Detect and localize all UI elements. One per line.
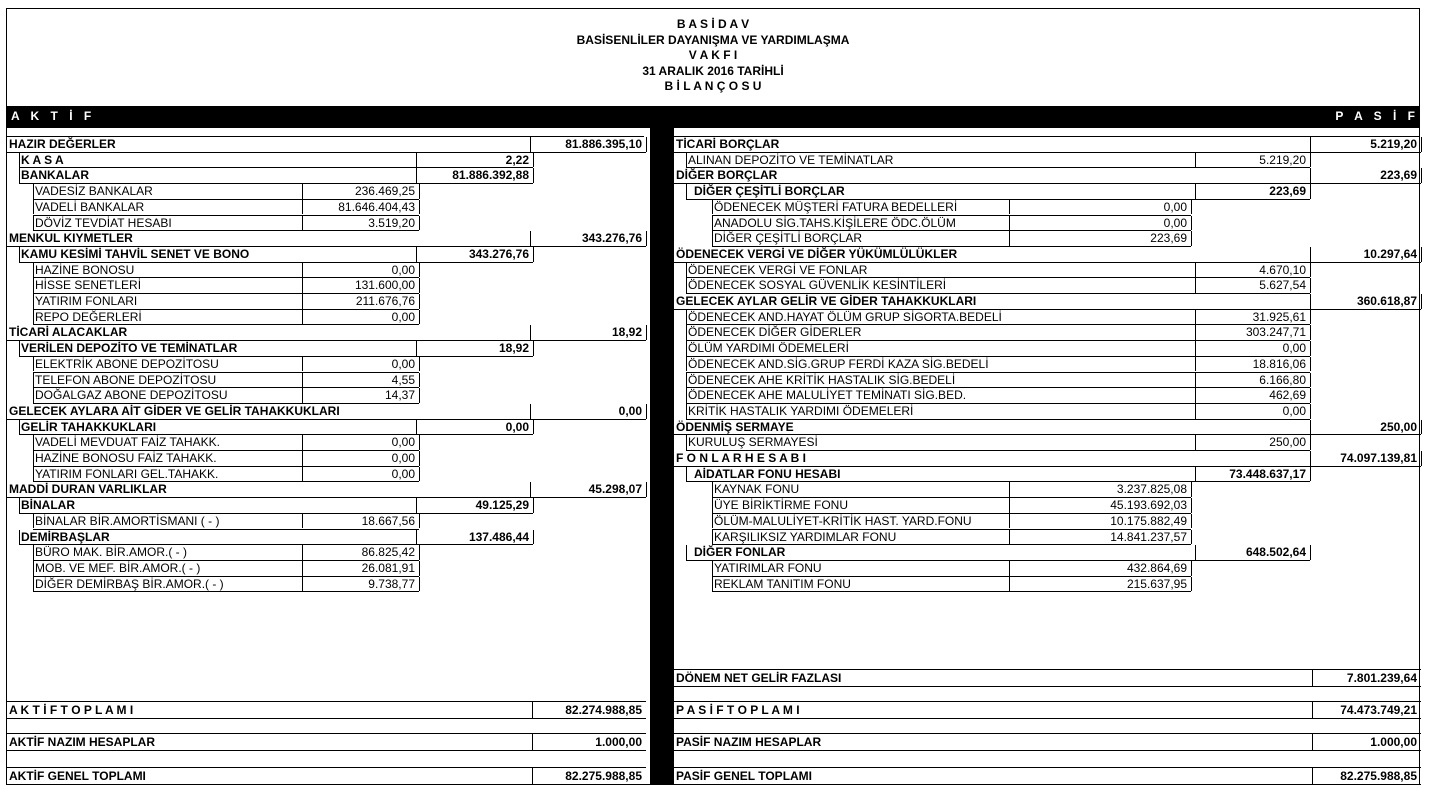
aktif-row-value: 26.081,91: [361, 560, 415, 575]
aktif.toplam-label: A K T İ F T O P L A M I: [9, 703, 134, 717]
aktif-row-label: DİĞER DEMİRBAŞ BİR.AMOR.( - ): [35, 576, 224, 591]
aktif-row-value: 81.646.404,43: [338, 199, 415, 214]
pasif-row-label: YATIRIMLAR FONU: [714, 560, 822, 575]
aktif-row-label: YATIRIM FONLARI GEL.TAHAKK.: [35, 466, 219, 481]
pasif-row-value: 4.670,10: [1259, 262, 1306, 277]
aktif-row-label: GELİR TAHAKKUKLARI: [21, 419, 157, 434]
aktif-row-value: 211.676,76: [355, 294, 415, 308]
aktif-row-value: 14,37: [384, 388, 415, 403]
pasif-row-value: 215.637,95: [1126, 576, 1187, 591]
pasif-row-label: TİCARİ BORÇLAR: [676, 137, 780, 151]
pasif-row-label: ÖDENECEK MÜŞTERİ FATURA BEDELLERİ: [714, 199, 958, 214]
aktif-row-value: 0,00: [618, 403, 642, 418]
pasif.genel-label: PASİF GENEL TOPLAMI: [676, 769, 813, 783]
pasif-row-value: 10.297,64: [1363, 246, 1417, 261]
pasif-row-value: 0,00: [1163, 215, 1187, 230]
aktif-heading: A K T İ F: [11, 109, 96, 123]
aktif-row-value: 81.886.395,10: [565, 137, 642, 151]
aktif.genel-value: 82.275.988,85: [565, 769, 642, 783]
aktif-row-value: 0,00: [391, 435, 415, 450]
pasif-row-value: 5.219,20: [1370, 137, 1417, 151]
pasif-row-value: 0,00: [1163, 199, 1187, 214]
aktif-row-label: BANKALAR: [21, 168, 89, 183]
pasif.net-label: DÖNEM NET GELİR FAZLASI: [676, 671, 842, 685]
aktif.nazim-label: AKTİF NAZIM HESAPLAR: [9, 735, 155, 749]
pasif-row-value: 18.816,06: [1252, 356, 1306, 371]
pasif-row-label: DİĞER ÇEŞİTLİ BORÇLAR: [714, 231, 863, 246]
aktif-row-label: MOB. VE MEF. BİR.AMOR.( - ): [35, 560, 201, 575]
pasif-row-value: 14.841.237,57: [1110, 529, 1187, 544]
pasif-row-value: 74.097.139,81: [1340, 451, 1417, 465]
pasif-row-value: 5.627,54: [1259, 278, 1306, 293]
aktif-row-value: 137.486,44: [468, 529, 529, 544]
pasif-row-label: ANADOLU SİG.TAHS.KİŞİLERE ÖDC.ÖLÜM: [714, 215, 956, 230]
aktif-row-value: 0,00: [391, 466, 415, 481]
aktif-row-value: 18.667,56: [361, 513, 415, 528]
aktif-row-value: 81.886.392,88: [452, 168, 529, 183]
pasif-row-label: DİĞER FONLAR: [694, 545, 786, 560]
aktif-row-label: DEMİRBAŞLAR: [21, 529, 110, 544]
pasif-row-label: KAYNAK FONU: [714, 482, 800, 497]
pasif.net-value: 7.801.239,64: [1346, 671, 1417, 685]
section-band: [7, 106, 1419, 128]
aktif-row-label: ELEKTRİK ABONE DEPOZİTOSU: [35, 356, 219, 371]
pasif-row-value: 73.448.637,17: [1229, 466, 1306, 481]
aktif-row-value: 343.276,76: [468, 246, 529, 261]
org-type: V A K F I: [688, 48, 738, 63]
aktif-row-value: 0,00: [391, 356, 415, 371]
aktif-row-label: DOĞALGAZ ABONE DEPOZİTOSU: [35, 388, 228, 403]
pasif-row-label: KRİTİK HASTALIK YARDIMI ÖDEMELERİ: [688, 403, 914, 418]
document-header: [7, 17, 1419, 95]
pasif-row-value: 462,69: [1269, 388, 1306, 403]
aktif-row-label: BİNALAR BİR.AMORTİSMANI ( - ): [35, 513, 220, 528]
aktif-row-label: TELEFON ABONE DEPOZİTOSU: [35, 372, 217, 387]
aktif-row-value: 86.825,42: [361, 545, 415, 560]
pasif-row-value: 0,00: [1282, 403, 1306, 418]
aktif-row-label: VADELİ BANKALAR: [35, 199, 145, 214]
aktif-row-label: MADDİ DURAN VARLIKLAR: [9, 482, 167, 497]
pasif-row-value: 223,69: [1150, 231, 1187, 246]
aktif-row-value: 18,92: [498, 341, 529, 356]
pasif-heading: P A S İ F: [1335, 109, 1419, 123]
aktif-row-label: BİNALAR: [21, 498, 75, 513]
org-name: BASİSENLİLER DAYANIŞMA VE YARDIMLAŞMA: [576, 32, 850, 47]
aktif.nazim-value: 1.000,00: [595, 735, 642, 749]
aktif-row-value: 3.519,20: [368, 215, 415, 230]
aktif-row-label: HAZİNE BONOSU FAİZ TAHAKK.: [35, 451, 217, 465]
center-divider: [650, 128, 674, 784]
pasif-row-value: 303.247,71: [1245, 325, 1306, 340]
pasif-row-label: ÖDENECEK AHE MALULİYET TEMİNATI SİG.BED.: [688, 388, 967, 403]
aktif-row-value: 2,22: [505, 152, 529, 167]
pasif-row-value: 223,69: [1380, 168, 1417, 183]
pasif-row-label: ÖDENECEK SOSYAL GÜVENLİK KESİNTİLERİ: [688, 278, 947, 293]
aktif-row-label: HAZIR DEĞERLER: [9, 137, 116, 151]
aktif-row-label: DÖVİZ TEVDİAT HESABI: [35, 215, 172, 230]
aktif-row-value: 343.276,76: [581, 231, 642, 246]
pasif-row-label: REKLAM TANITIM FONU: [714, 576, 851, 591]
aktif-row-value: 236.469,25: [354, 184, 415, 199]
pasif-row-value: 648.502,64: [1245, 545, 1306, 560]
pasif-row-value: 31.925,61: [1252, 309, 1306, 324]
aktif-row-value: 9.738,77: [368, 576, 415, 591]
pasif-row-label: ÖLÜM YARDIMI ÖDEMELERİ: [688, 341, 849, 356]
aktif-row-label: TİCARİ ALACAKLAR: [9, 325, 128, 340]
pasif.genel-value: 82.275.988,85: [1340, 769, 1417, 783]
aktif-row-label: VADELİ MEVDUAT FAİZ TAHAKK.: [35, 435, 220, 450]
pasif.toplam-value: 74.473.749,21: [1340, 703, 1417, 717]
aktif-row-value: 0,00: [391, 262, 415, 277]
pasif-row-value: 223,69: [1269, 184, 1306, 199]
aktif-row-label: MENKUL KIYMETLER: [9, 231, 133, 246]
pasif-row-value: 3.237.825,08: [1116, 482, 1187, 497]
aktif-row-value: 18,92: [611, 325, 642, 340]
pasif-row-value: 250,00: [1269, 435, 1306, 450]
pasif-row-label: ÖDENECEK VERGİ VE DİĞER YÜKÜMLÜLÜKLER: [676, 246, 958, 261]
pasif-row-label: ÜYE BİRİKTİRME FONU: [714, 498, 849, 513]
pasif-row-label: ÖDENECEK AND.HAYAT ÖLÜM GRUP SİGORTA.BEDELİ: [688, 309, 1002, 324]
aktif-row-value: 0,00: [505, 419, 529, 434]
aktif-row-label: KAMU KESİMİ TAHVİL SENET VE BONO: [21, 246, 250, 261]
aktif-row-value: 45.298,07: [588, 482, 642, 497]
pasif-row-label: ALINAN DEPOZİTO VE TEMİNATLAR: [688, 152, 894, 167]
aktif-row-label: K A S A: [21, 152, 64, 167]
pasif-row-label: DİĞER ÇEŞİTLİ BORÇLAR: [694, 184, 845, 199]
pasif-row-value: 5.219,20: [1259, 152, 1306, 167]
aktif-row-label: VERİLEN DEPOZİTO VE TEMİNATLAR: [21, 341, 238, 356]
aktif-row-label: HAZİNE BONOSU: [35, 262, 135, 277]
aktif.toplam-value: 82.274.988,85: [565, 703, 642, 717]
pasif-row-label: DİĞER BORÇLAR: [676, 168, 778, 183]
aktif-row-label: YATIRIM FONLARI: [35, 294, 138, 308]
report-title: B İ L A N Ç O S U: [664, 79, 762, 94]
pasif-row-label: AİDATLAR FONU HESABI: [694, 466, 841, 481]
pasif-row-label: ÖDENMİŞ SERMAYE: [676, 419, 794, 434]
pasif-row-value: 0,00: [1282, 341, 1306, 356]
org-acronym: B A S İ D A V: [676, 17, 750, 31]
pasif-row-value: 10.175.882,49: [1110, 513, 1187, 528]
pasif-row-label: KARŞILIKSIZ YARDIMLAR FONU: [714, 529, 897, 544]
pasif.toplam-label: P A S İ F T O P L A M I: [676, 703, 800, 717]
pasif-row-value: 250,00: [1380, 419, 1417, 434]
pasif-row-value: 360.618,87: [1356, 294, 1417, 308]
pasif-row-value: 45.193.692,03: [1110, 498, 1187, 513]
aktif-row-value: 4,55: [391, 372, 415, 387]
aktif-row-value: 0,00: [391, 309, 415, 324]
aktif.genel-label: AKTİF GENEL TOPLAMI: [9, 769, 146, 783]
aktif-row-value: 49.125,29: [475, 498, 529, 513]
aktif-row-value: 0,00: [391, 451, 415, 465]
pasif-row-label: GELECEK AYLAR GELİR VE GİDER TAHAKKUKLARI: [676, 294, 977, 308]
balance-sheet-frame: [6, 8, 1420, 785]
aktif-row-value: 131.600,00: [354, 278, 415, 293]
aktif-row-label: GELECEK AYLARA AİT GİDER VE GELİR TAHAKKUKLARI: [9, 403, 340, 418]
pasif.nazim-value: 1.000,00: [1370, 735, 1417, 749]
pasif-row-label: F O N L A R H E S A B I: [676, 451, 807, 465]
pasif-row-label: ÖLÜM-MALULİYET-KRİTİK HAST. YARD.FONU: [714, 513, 972, 528]
report-date: 31 ARALIK 2016 TARİHLİ: [642, 63, 784, 78]
pasif-row-value: 432.864,69: [1126, 560, 1187, 575]
pasif-row-label: KURULUŞ SERMAYESİ: [688, 435, 818, 450]
pasif-row-value: 6.166,80: [1259, 372, 1306, 387]
aktif-row-label: VADESİZ BANKALAR: [35, 184, 153, 199]
pasif-row-label: ÖDENECEK AND.SİG.GRUP FERDİ KAZA SİG.BEDELİ: [688, 356, 989, 371]
pasif-row-label: ÖDENECEK VERGİ VE FONLAR: [688, 262, 868, 277]
pasif-row-label: ÖDENECEK AHE KRİTİK HASTALIK SİG.BEDELİ: [688, 372, 956, 387]
pasif.nazim-label: PASİF NAZIM HESAPLAR: [676, 735, 822, 749]
aktif-row-label: HİSSE SENETLERİ: [35, 278, 142, 293]
aktif-row-label: REPO DEĞERLERİ: [35, 309, 142, 324]
aktif-row-label: BÜRO MAK. BİR.AMOR.( - ): [35, 545, 188, 560]
pasif-row-label: ÖDENECEK DİĞER GİDERLER: [688, 325, 862, 340]
